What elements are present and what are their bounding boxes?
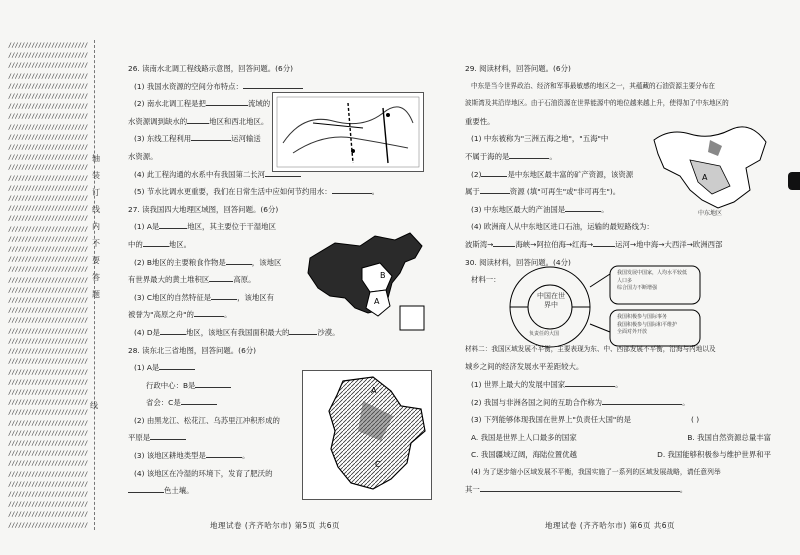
answer-blank[interactable] xyxy=(602,396,682,405)
text: 。 xyxy=(615,379,623,389)
q30-line1 xyxy=(465,376,777,394)
q29-line7 xyxy=(465,236,777,254)
vertical-char: 题 xyxy=(92,290,100,299)
text: 我国积极参与国际和平维护 xyxy=(617,321,678,328)
question-title: 28. 读东北三省地图，回答问题。(6分) xyxy=(128,345,257,355)
text: 行政中心：B是 xyxy=(146,380,196,390)
box2-text xyxy=(617,314,697,337)
text: 地区，该地区有我国面积最大的 xyxy=(185,327,290,337)
text: 是中东地区最丰富的矿产资源，该资源 xyxy=(507,169,634,179)
text: (2) B地区的主要粮食作物是 xyxy=(134,257,226,267)
text: (2) xyxy=(471,169,482,179)
answer-blank[interactable] xyxy=(332,185,372,194)
text: (1) 我国水资源的空间分布特点： xyxy=(134,81,243,91)
text: 资源 (填"可再生"或"非可再生")。 xyxy=(509,187,621,197)
map-label-a: A xyxy=(702,173,708,182)
answer-blank[interactable] xyxy=(243,80,303,89)
answer-blank[interactable] xyxy=(191,132,231,141)
edge-tab xyxy=(788,172,800,190)
text: 。 xyxy=(682,397,690,407)
answer-blank[interactable] xyxy=(159,220,187,229)
text: ，该地区 xyxy=(251,257,282,267)
text: (1) 世界上最大的发展中国家 xyxy=(471,379,566,389)
answer-blank[interactable] xyxy=(181,396,217,405)
q30-line2 xyxy=(465,394,777,412)
options-row-1 xyxy=(465,429,771,447)
text: 城乡之间的经济发展水平差距较大。 xyxy=(465,362,584,372)
text: (4) 欧洲商人从中东地区进口石油，运输的最短路线为： xyxy=(471,222,654,232)
text: 。 xyxy=(223,310,232,320)
text: 省会：C是 xyxy=(146,398,181,408)
text: 。 xyxy=(679,485,688,495)
water-diversion-map-svg xyxy=(273,93,423,171)
text: (3) 东线工程利用 xyxy=(134,134,192,144)
text: 属于 xyxy=(465,187,480,197)
text: (4) 该地区在冷湿的环境下，发育了肥沃的 xyxy=(134,468,273,478)
vertical-char: 订 xyxy=(92,188,100,197)
text: 。 xyxy=(241,451,250,461)
text: 色土壤。 xyxy=(164,486,194,496)
text: 有世界最大的黄土堆积区 xyxy=(128,275,210,285)
vertical-text xyxy=(90,167,102,303)
text: (4) 此工程沟通的水系中有我国第二长河 xyxy=(134,169,266,179)
answer-blank[interactable] xyxy=(593,238,615,247)
northeast-china-map xyxy=(302,370,432,500)
text: 中的 xyxy=(128,239,143,249)
china-regions-map xyxy=(300,228,430,333)
circle-bottom-text: 负责任的大国 xyxy=(529,331,560,337)
answer-bracket[interactable]: ( ) xyxy=(691,415,700,425)
text: 地区，其主要位于干湿地区 xyxy=(187,222,276,232)
northeast-map-svg xyxy=(303,371,431,499)
page-footer-left: 地理试卷 (齐齐哈尔市) 第5页 共6页 xyxy=(210,521,341,530)
china-in-world-diagram xyxy=(505,262,705,352)
text: 重要性。 xyxy=(465,116,495,126)
answer-blank[interactable] xyxy=(206,97,248,106)
q30-line3 xyxy=(465,411,777,429)
map-caption: 中东地区 xyxy=(698,210,723,217)
text: 中东是当今世界政治、经济和军事最敏感的地区之一，其蕴藏的石油资源主要分布在 xyxy=(471,81,715,90)
text: 被誉为"高原之舟"的 xyxy=(128,310,194,320)
text: 全面对外开放 xyxy=(617,329,648,335)
middle-east-map-svg xyxy=(650,120,770,218)
text: 人口多 xyxy=(617,277,633,284)
vertical-char: 线 xyxy=(92,205,100,214)
answer-blank[interactable] xyxy=(509,150,549,159)
text: (4) 为了逐步缩小区域发展不平衡，我国实施了一系列的区域发展战略，请任意列举 xyxy=(471,467,721,476)
question-title: 26. 读南水北调工程线路示意图，回答问题。(6分) xyxy=(128,64,293,73)
answer-blank[interactable] xyxy=(187,115,209,124)
text: ，该地区有 xyxy=(237,292,275,302)
text: 。 xyxy=(601,204,609,214)
china-map-svg xyxy=(300,228,430,333)
text: 我国积极参与国际事务 xyxy=(617,314,668,320)
vertical-char: 内 xyxy=(92,222,100,231)
text: 高原。 xyxy=(233,275,256,285)
binding-margin xyxy=(0,0,100,555)
text: 其一 xyxy=(465,485,480,495)
question-title: 29. 阅读材料，回答问题。(6分) xyxy=(465,64,571,73)
text: 运河→地中海→大西洋→欧洲西部 xyxy=(615,239,723,249)
text: (4) D是 xyxy=(134,327,160,337)
margin-char: 线 xyxy=(90,401,98,410)
answer-blank[interactable] xyxy=(211,291,237,300)
question-title: 30. 阅读材料，回答问题。(4分) xyxy=(465,257,571,267)
text: 。 xyxy=(549,151,557,161)
text: 运河输送 xyxy=(231,134,261,144)
text: 波斯湾及其沿岸地区。由于石油资源在世界能源中的地位越来越上升，使得加了中东地区的 xyxy=(465,99,729,108)
text: 流域的 xyxy=(247,99,271,109)
text: (3) 下列能够体现我国在世界上"负责任大国"的是 xyxy=(471,415,632,425)
question-title: 27. 读我国四大地理区域图，回答问题。(6分) xyxy=(128,204,279,214)
q26-line7 xyxy=(128,183,438,201)
region-label-b: B xyxy=(380,271,386,280)
vertical-char: 不 xyxy=(92,239,100,248)
south-north-water-map xyxy=(272,92,424,172)
text: 。 xyxy=(371,187,379,197)
margin-char: 轴 xyxy=(92,154,100,163)
option-a[interactable]: A. 我国是世界上人口最多的国家 xyxy=(471,432,577,442)
text: 平原是 xyxy=(128,433,151,443)
text: 波斯湾→ xyxy=(465,239,494,249)
answer-blank[interactable] xyxy=(565,378,615,387)
option-b[interactable]: B. 我国自然资源总量丰富 xyxy=(687,432,771,442)
text: 地区和西北地区。 xyxy=(209,116,269,126)
middle-east-map xyxy=(650,120,770,218)
text: 海峡→阿拉伯海→红海→ xyxy=(515,239,594,249)
answer-blank[interactable] xyxy=(493,238,515,247)
map-label-a: A xyxy=(371,386,377,395)
region-label-a: A xyxy=(374,297,380,306)
text: 沙漠。 xyxy=(317,327,340,337)
text: (1) A是 xyxy=(134,363,160,373)
text: (3) 中东地区最大的产油国是 xyxy=(471,204,566,214)
text: (1) A是 xyxy=(134,222,160,232)
text: 水资源调到缺水的 xyxy=(128,116,188,126)
vertical-char: 答 xyxy=(92,273,100,282)
text: 材料一： xyxy=(471,275,501,285)
page-footer-right: 地理试卷 (齐齐哈尔市) 第6页 共6页 xyxy=(545,521,676,530)
answer-blank[interactable] xyxy=(209,273,233,282)
text: (2) 我国与非洲各国之间的互助合作称为 xyxy=(471,397,603,407)
text: 地区。 xyxy=(168,239,191,249)
binding-slashes: //////////////////////// //////////////////////// //////////////////////// //////////////////////// //////////////////////// //////////////////////// //////////////////////// //////////////////////// //////////////////////// //////////////////////// //////////////////////// //////////////////////// //////////////////////// //////////////////////// //////////////////////// //////////////////////// //////////////////////// //////////////////////// //////////////////////// //////////////////////// //////////////////////// //////////////////////// //////////////////////// //////////////////////// //////////////////////// //////////////////////// //////////////////////// //////////////////////// //////////////////////// //////////////////////// //////////////////////// //////////////////////// //////////////////////// //////////////////////// //////////////////////// //////////////////////// //////////////////////// //////////////////////// //////////////////////// //////////////////////// //////////////////////// //////////////////////// //////////////////////// //////////////////////// //////////////////////// //////////////////////// //////////////////////// //////////////////////// xyxy=(8,41,88,529)
answer-blank[interactable] xyxy=(128,484,164,493)
options-row-2 xyxy=(465,446,771,464)
text: 水资源。 xyxy=(128,151,158,161)
answer-blank[interactable] xyxy=(480,185,510,194)
answer-blank[interactable] xyxy=(143,238,169,247)
answer-blank[interactable] xyxy=(160,326,186,335)
vertical-char: 要 xyxy=(92,256,100,265)
answer-blank[interactable] xyxy=(480,483,680,492)
box1-text xyxy=(617,270,697,293)
circle-center-text: 中国在世界中 xyxy=(537,292,565,309)
text: (2) 由黑龙江、松花江、乌苏里江冲积形成的 xyxy=(134,415,280,425)
text: 综合国力不断增强 xyxy=(617,285,658,291)
answer-blank[interactable] xyxy=(195,379,231,388)
answer-blank[interactable] xyxy=(150,431,186,440)
vertical-char: 装 xyxy=(92,171,100,180)
answer-blank[interactable] xyxy=(226,256,252,265)
text: (3) 该地区耕地类型是 xyxy=(134,451,206,461)
answer-blank[interactable] xyxy=(206,449,242,458)
answer-blank[interactable] xyxy=(565,203,601,212)
text: (5) 节水比调水更重要，我们在日常生活中应如何节约用水： xyxy=(134,187,332,197)
text: (2) 南水北调工程是把 xyxy=(134,99,206,109)
text: 材料二：我国区域发展不平衡，主要表现为东、中、西部发展不平衡，沿海与内地以及 xyxy=(465,344,716,353)
binding-vertical-text xyxy=(90,150,102,303)
q30-line5 xyxy=(465,481,777,499)
answer-blank[interactable] xyxy=(159,361,195,370)
text: 不属于海的是 xyxy=(465,151,510,161)
text: (3) C地区的自然特征是 xyxy=(134,292,212,302)
text: 我国发展中国家，人均水平较低 xyxy=(617,270,688,276)
option-d[interactable]: D. 我国能够积极参与维护世界和平 xyxy=(657,450,771,460)
option-c[interactable]: C. 我国疆域辽阔，海陆位置优越 xyxy=(471,450,577,460)
map-label-c: C xyxy=(375,460,381,469)
answer-blank[interactable] xyxy=(194,308,224,317)
text: (1) 中东被称为"三洲五海之地"，"五海"中 xyxy=(471,134,609,144)
answer-blank[interactable] xyxy=(481,168,507,177)
